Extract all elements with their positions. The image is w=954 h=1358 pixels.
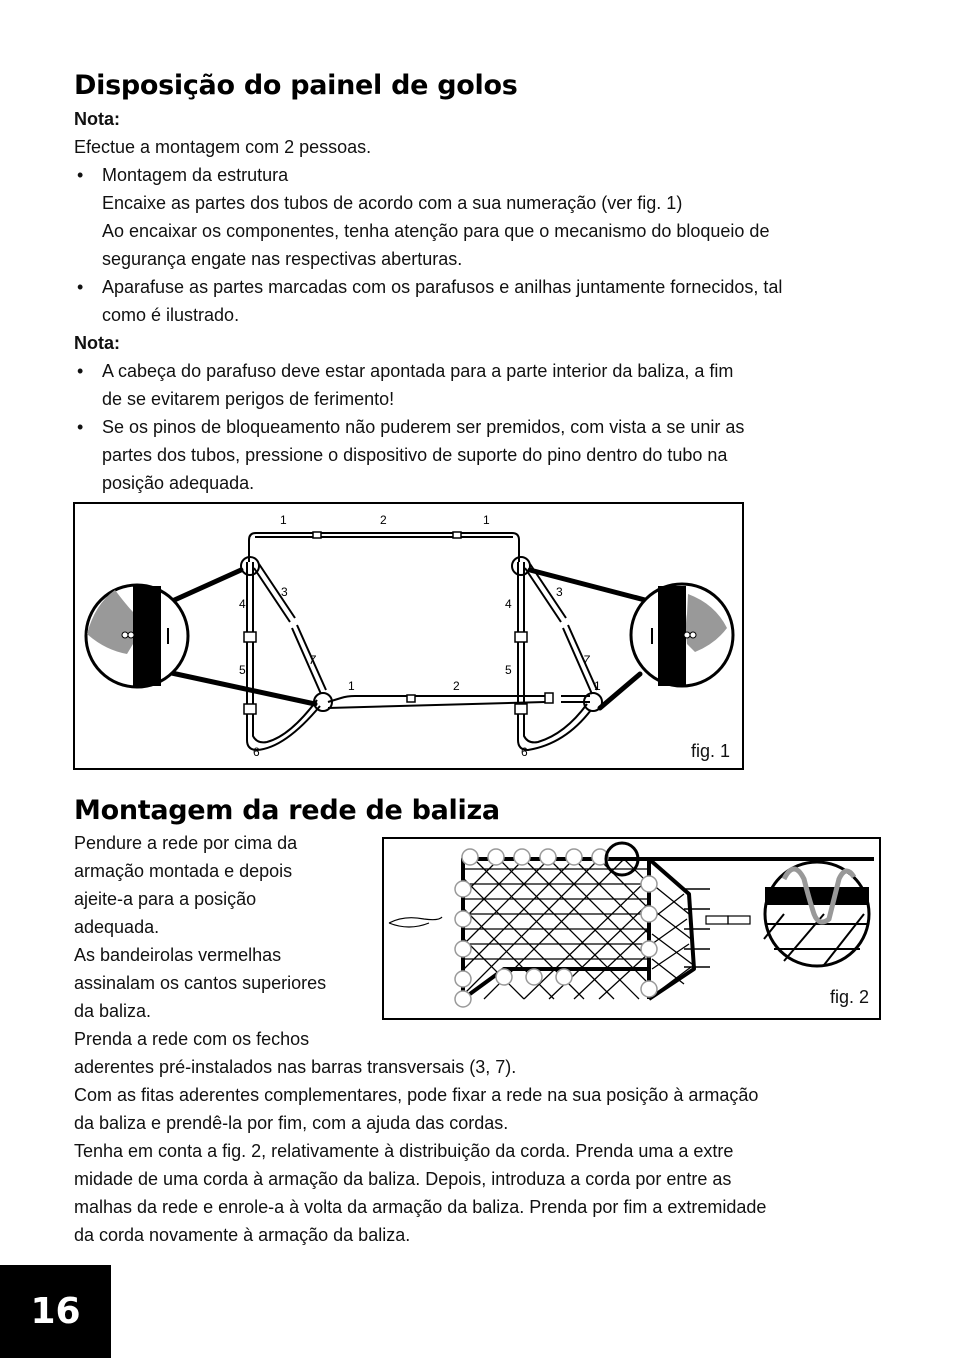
part-number: 3 bbox=[281, 585, 288, 599]
note-label: Nota: bbox=[74, 333, 120, 353]
bullet-dot: • bbox=[77, 417, 84, 437]
paragraph-line: Prenda a rede com os fechos bbox=[74, 1029, 310, 1049]
paragraph-line: Tenha em conta a fig. 2, relativamente à distribuição da corda. Prenda uma a extre bbox=[74, 1141, 734, 1161]
section-title-assembly: Disposição do painel de golos bbox=[74, 70, 518, 101]
paragraph-line: adequada. bbox=[74, 917, 160, 937]
bullet-line: Se os pinos de bloqueamento não puderem ser premidos, com vista a se unir as bbox=[102, 417, 745, 437]
paragraph-line: ajeite-a para a posição bbox=[74, 889, 257, 909]
part-number: 7 bbox=[583, 653, 590, 667]
figure-2-net-attachment bbox=[382, 837, 881, 1020]
part-number: 1 bbox=[348, 679, 355, 693]
intro-text: Efectue a montagem com 2 pessoas. bbox=[74, 137, 372, 157]
bullet-line: Aparafuse as partes marcadas com os parafusos e anilhas juntamente fornecidos, tal bbox=[102, 277, 783, 297]
part-number: 6 bbox=[521, 745, 528, 759]
part-number: 2 bbox=[453, 679, 460, 693]
paragraph-line: malhas da rede e enrole-a à volta da armação da baliza. Prenda por fim a extremidade bbox=[74, 1197, 767, 1217]
figure-label: fig. 1 bbox=[690, 741, 730, 761]
part-number: 4 bbox=[239, 597, 246, 611]
bullet-line: partes dos tubos, pressione o dispositivo de suporte do pino dentro do tubo na bbox=[102, 445, 728, 465]
bullet-line: de se evitarem perigos de ferimento! bbox=[102, 389, 395, 409]
bullet-screw-head bbox=[74, 357, 782, 385]
bullet-screws bbox=[74, 273, 782, 301]
part-number: 6 bbox=[253, 745, 260, 759]
part-number: 7 bbox=[309, 653, 316, 667]
bullet-line: Ao encaixar os componentes, tenha atenção para que o mecanismo do bloqueio de bbox=[102, 221, 770, 241]
figure-1-frame-assembly bbox=[73, 502, 744, 770]
section-title-net: Montagem da rede de baliza bbox=[74, 795, 500, 826]
bullet-head: Montagem da estrutura bbox=[102, 165, 289, 185]
bullet-line: Encaixe as partes dos tubos de acordo com a sua numeração (ver fig. 1) bbox=[102, 193, 683, 213]
part-number: 1 bbox=[594, 679, 601, 693]
part-number: 2 bbox=[380, 513, 387, 527]
paragraph-line: Com as fitas aderentes complementares, pode fixar a rede na sua posição à armação bbox=[74, 1085, 759, 1105]
assembly-instructions bbox=[74, 105, 782, 497]
bullet-line: segurança engate nas respectivas aberturas. bbox=[102, 249, 463, 269]
part-number: 3 bbox=[556, 585, 563, 599]
bullet-frame-assembly bbox=[74, 161, 782, 189]
paragraph-line: assinalam os cantos superiores bbox=[74, 973, 327, 993]
paragraph-line: armação montada e depois bbox=[74, 861, 293, 881]
frame-diagram bbox=[75, 504, 742, 768]
part-number: 1 bbox=[483, 513, 490, 527]
net-diagram bbox=[384, 839, 879, 1018]
note-label: Nota: bbox=[74, 109, 120, 129]
bullet-locking-pins bbox=[74, 413, 782, 441]
paragraph-line: midade de uma corda à armação da baliza. Depois, introduza a corda por entre as bbox=[74, 1169, 732, 1189]
part-number: 5 bbox=[239, 663, 246, 677]
bullet-line: A cabeça do parafuso deve estar apontada para a parte interior da baliza, a fim bbox=[102, 361, 734, 381]
paragraph-line: da baliza e prendê-la por fim, com a ajuda das cordas. bbox=[74, 1113, 509, 1133]
part-number: 5 bbox=[505, 663, 512, 677]
paragraph-line: da corda novamente à armação da baliza. bbox=[74, 1225, 411, 1245]
part-number: 4 bbox=[505, 597, 512, 611]
figure-label: fig. 2 bbox=[829, 987, 869, 1007]
bullet-dot: • bbox=[77, 277, 84, 297]
part-number: 1 bbox=[280, 513, 287, 527]
page-number: 16 bbox=[0, 1265, 111, 1358]
paragraph-line: As bandeirolas vermelhas bbox=[74, 945, 282, 965]
bullet-line: como é ilustrado. bbox=[102, 305, 240, 325]
paragraph-line: aderentes pré-instalados nas barras transversais (3, 7). bbox=[74, 1057, 517, 1077]
bullet-line: posição adequada. bbox=[102, 473, 255, 493]
paragraph-line: Pendure a rede por cima da bbox=[74, 833, 298, 853]
paragraph-line: da baliza. bbox=[74, 1001, 152, 1021]
bullet-dot: • bbox=[77, 361, 84, 381]
bullet-dot: • bbox=[77, 165, 84, 185]
